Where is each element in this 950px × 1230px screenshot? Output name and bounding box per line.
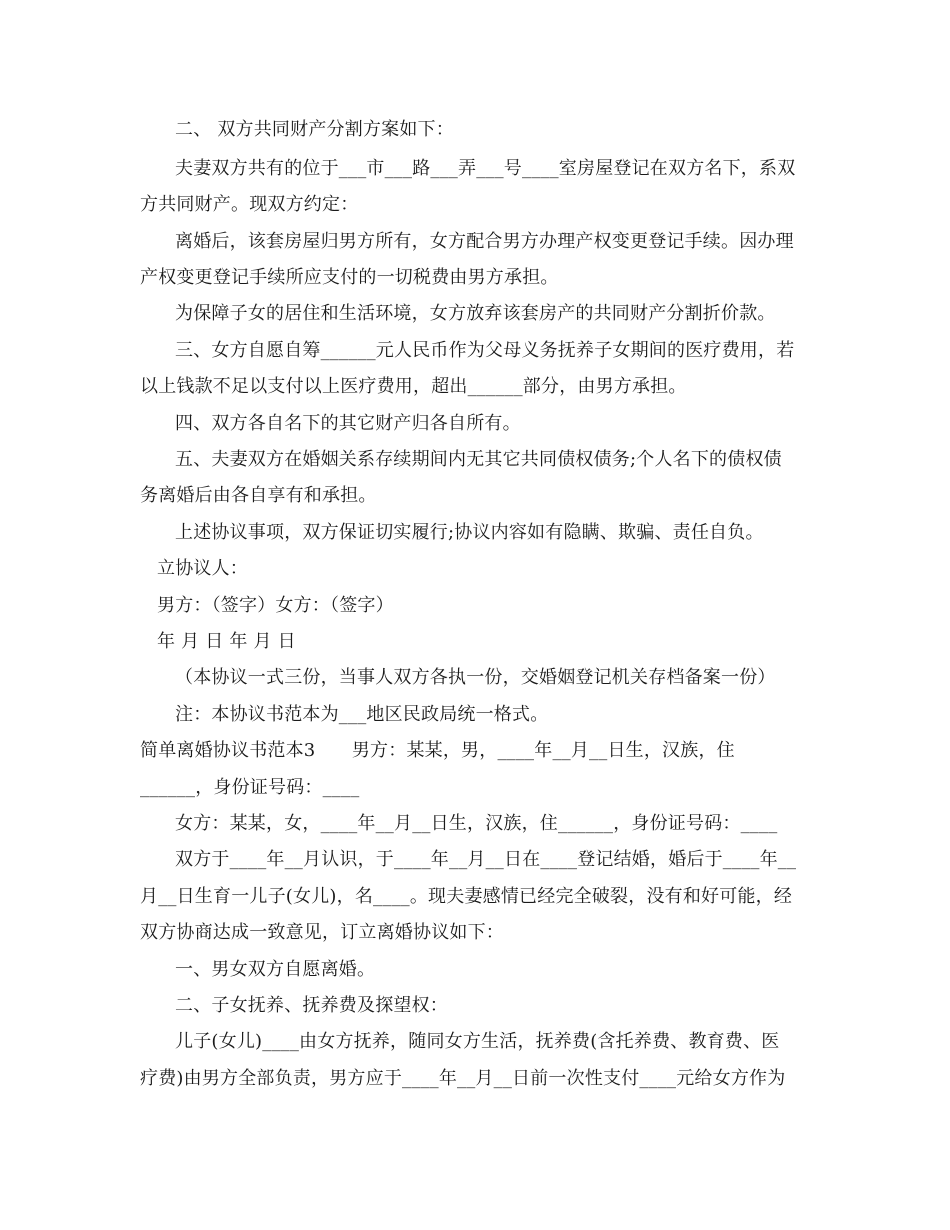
- signature-line: 男方：（签字）女方：（签字）: [157, 595, 394, 616]
- paragraph-line: ______，身份证号码：____: [140, 777, 360, 798]
- copies-note: （本协议一式三份，当事人双方各执一份，交婚姻登记机关存档备案一份）: [175, 667, 776, 688]
- paragraph-line: 离婚后，该套房屋归男方所有，女方配合男方办理产权变更登记手续。因办理: [175, 231, 794, 252]
- paragraph-line: 上述协议事项，双方保证切实履行;协议内容如有隐瞒、欺骗、责任自负。: [175, 522, 764, 543]
- paragraph-line: 产权变更登记手续所应支付的一切税费由男方承担。: [140, 267, 559, 288]
- paragraph-line: 夫妻双方共有的位于___市___路___弄___号____室房屋登记在双方名下，系双: [175, 158, 796, 179]
- paragraph-line: 儿子(女儿)____由女方抚养，随同女方生活，抚养费(含托养费、教育费、医: [175, 1031, 780, 1052]
- paragraph-line: 务离婚后由各自享有和承担。: [140, 485, 377, 506]
- paragraph-line: 双方于____年__月认识，于____年__月__日在____登记结婚，婚后于____年__: [175, 849, 797, 870]
- paragraph-line: 方共同财产。现双方约定：: [140, 194, 359, 215]
- date-line: 年 月 日 年 月 日: [157, 631, 296, 652]
- signatories-label: 立协议人：: [157, 558, 248, 579]
- section-three-line: 三、女方自愿自筹______元人民币作为父母义务抚养子女期间的医疗费用，若: [175, 340, 795, 361]
- paragraph-line: 女方：某某，女，____年__月__日生，汉族，住______，身份证号码：____: [175, 813, 778, 834]
- paragraph-line: 双方协商达成一致意见，订立离婚协议如下：: [140, 922, 504, 943]
- paragraph-line: 以上钱款不足以支付以上医疗费用，超出______部分，由男方承担。: [140, 376, 687, 397]
- section-five-line: 五、夫妻双方在婚姻关系存续期间内无其它共同债权债务;个人名下的债权债: [175, 449, 782, 470]
- paragraph-line: 为保障子女的居住和生活环境，女方放弃该套房产的共同财产分割折价款。: [175, 303, 776, 324]
- template-note: 注：本协议书范本为___地区民政局统一格式。: [175, 704, 549, 725]
- paragraph-line: 疗费)由男方全部负责，男方应于____年__月__日前一次性支付____元给女方作为: [140, 1068, 786, 1089]
- section-one-line: 一、男女双方自愿离婚。: [175, 959, 376, 980]
- paragraph-line: 月__日生育一儿子(女儿)，名____。现夫妻感情已经完全破裂，没有和好可能，经: [140, 886, 793, 907]
- section-two-heading: 二、子女抚养、抚养费及探望权：: [175, 995, 448, 1016]
- section-heading-property-division: 二、 双方共同财产分割方案如下：: [175, 119, 454, 140]
- section-four-line: 四、双方各自名下的其它财产归各自所有。: [175, 413, 521, 434]
- template-3-heading-line: 简单离婚协议书范本3 男方：某某，男，____年__月__日生，汉族，住: [140, 740, 735, 761]
